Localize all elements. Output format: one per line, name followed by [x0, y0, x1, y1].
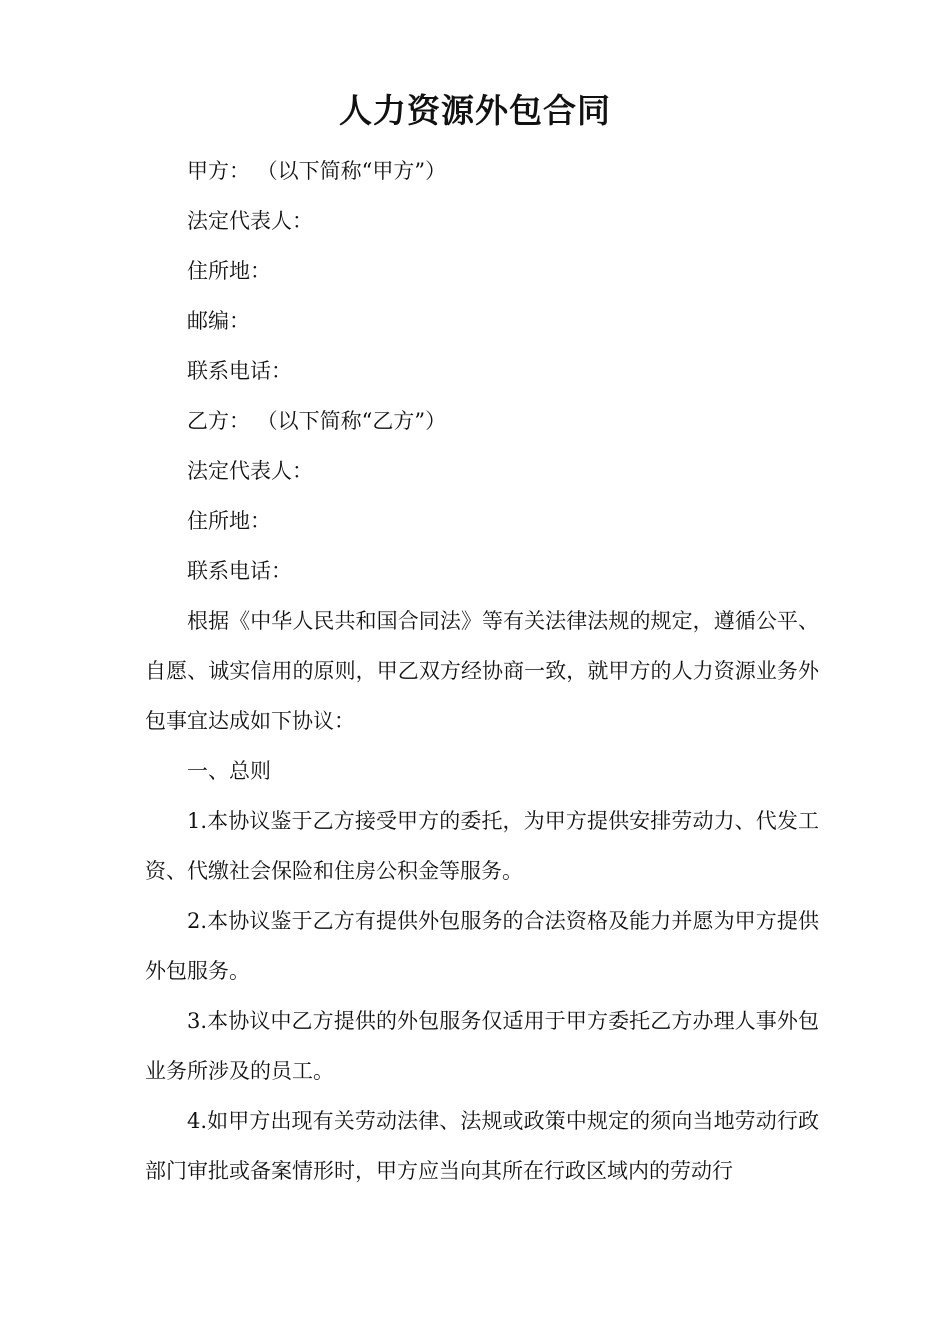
party-a-legal-representative: 法定代表人：	[187, 209, 313, 233]
document-body	[145, 146, 819, 1196]
clause-2: 2.本协议鉴于乙方有提供外包服务的合法资格及能力并愿为甲方提供外包服务。	[145, 909, 819, 983]
party-b-address: 住所地：	[187, 509, 271, 533]
document-title: 人力资源外包合同	[339, 91, 611, 130]
clause-3: 3.本协议中乙方提供的外包服务仅适用于甲方委托乙方办理人事外包业务所涉及的员工。	[145, 1009, 819, 1083]
clause-1: 1.本协议鉴于乙方接受甲方的委托，为甲方提供安排劳动力、代发工资、代缴社会保险和住房公积金等服务。	[145, 809, 819, 883]
party-b-phone: 联系电话：	[187, 559, 292, 583]
preamble-paragraph: 根据《中华人民共和国合同法》等有关法律法规的规定，遵循公平、自愿、诚实信用的原则，甲乙双方经协商一致，就甲方的人力资源业务外包事宜达成如下协议：	[145, 609, 819, 733]
party-b-line: 乙方： （以下简称“乙方”）	[187, 409, 447, 433]
party-a-postcode: 邮编：	[187, 309, 250, 333]
party-a-line: 甲方： （以下简称“甲方”）	[187, 159, 447, 183]
section-heading-general: 一、总则	[187, 759, 271, 783]
party-a-phone: 联系电话：	[187, 359, 292, 383]
party-a-address: 住所地：	[187, 259, 271, 283]
clause-4: 4.如甲方出现有关劳动法律、法规或政策中规定的须向当地劳动行政部门审批或备案情形时，甲方应当向其所在行政区域内的劳动行	[145, 1109, 819, 1183]
party-b-legal-representative: 法定代表人：	[187, 459, 313, 483]
